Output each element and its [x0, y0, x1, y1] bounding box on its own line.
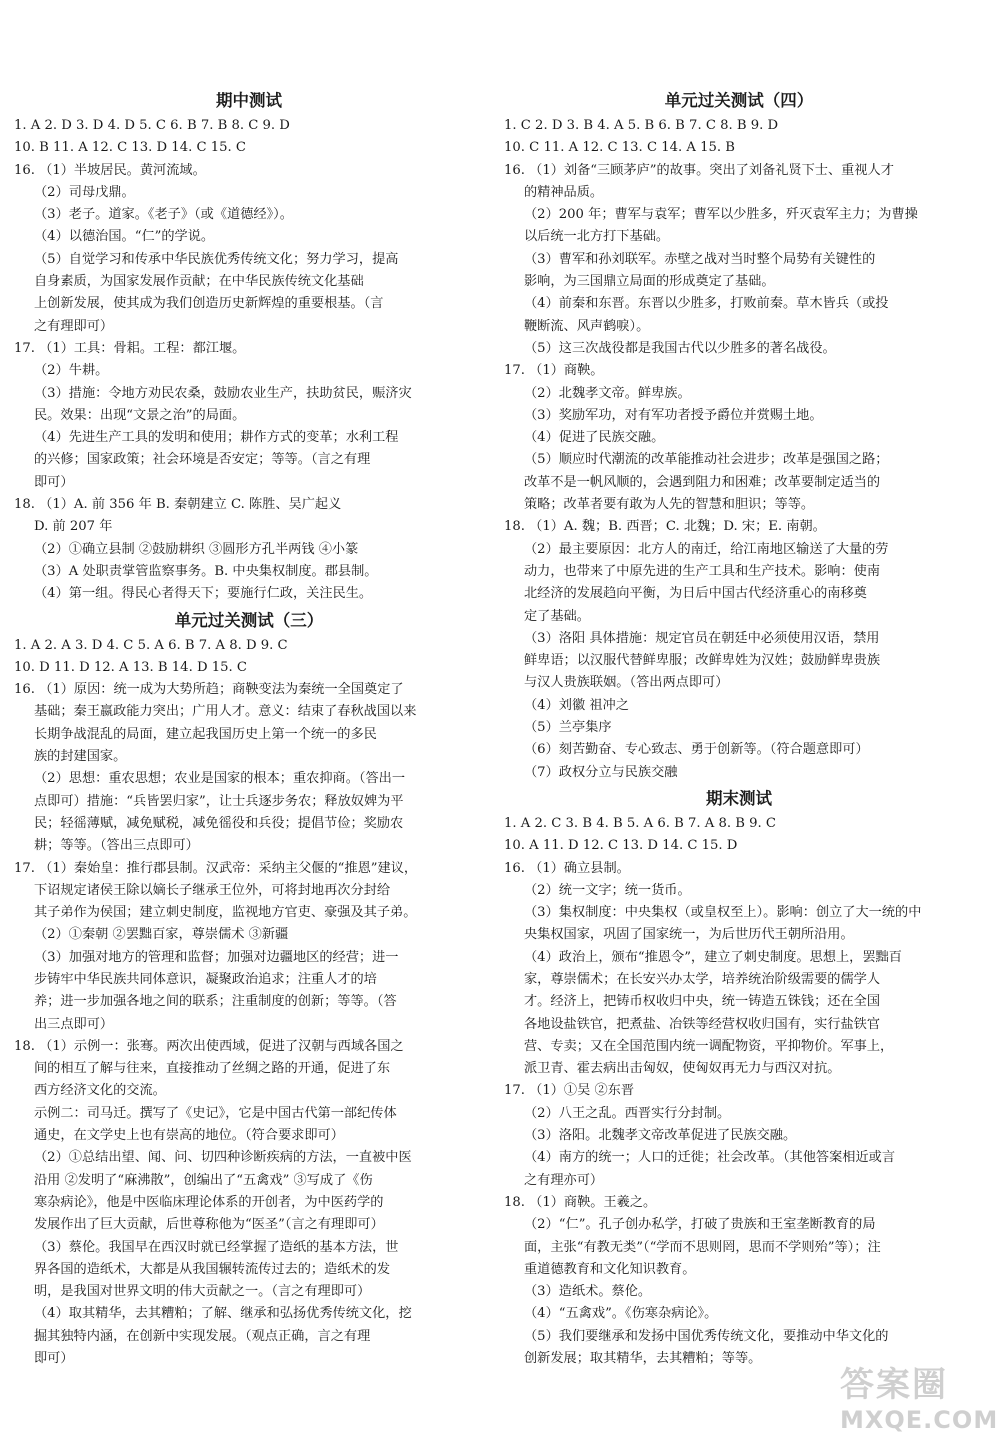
answer-line: （5）自觉学习和传承中华民族优秀传统文化；努力学习，提高	[34, 251, 399, 267]
section-title: 单元过关测试（三）	[174, 610, 324, 630]
answer-line: 步铸牢中华民族共同体意识，凝聚政治追求；注重人才的培	[34, 971, 377, 987]
answer-line: （3）蔡伦。我国早在西汉时就已经掌握了造纸的基本方法，世	[34, 1239, 399, 1255]
answer-line: （4）前秦和东晋。东晋以少胜多，打败前秦。草木皆兵（或投	[524, 296, 889, 312]
watermark-text: 答案圈	[840, 1365, 948, 1405]
answer-line: （2）司母戊鼎。	[34, 184, 135, 200]
answer-line: 与汉人贵族联姻。（答出两点即可）	[524, 675, 729, 691]
answer-line: （6）刻苦勤奋、专心致志、勇于创新等。（符合题意即可）	[524, 742, 869, 758]
answer-line: 10. A 11. D 12. C 13. D 14. C 15. D	[504, 838, 738, 854]
answer-line: 18. （1）A. 前 356 年 B. 秦朝建立 C. 陈胜、吴广起义	[14, 497, 342, 513]
answer-line: 掘其独特内涵，在创新中实现发展。（观点正确，言之有理	[34, 1328, 371, 1344]
answer-line: （2）①确立县制 ②鼓励耕织 ③圆形方孔半两钱 ④小篆	[34, 541, 359, 557]
answer-line: 16. （1）确立县制。	[504, 860, 630, 876]
answer-line: 影响，为三国鼎立局面的形成奠定了基础。	[524, 274, 775, 290]
answer-line: 家，尊崇儒术；在长安兴办太学，培养统治阶级需要的儒学人	[524, 971, 881, 987]
answer-line: 1. A 2. D 3. D 4. D 5. C 6. B 7. B 8. C 9. D	[14, 118, 290, 133]
answer-line: （5）顺应时代潮流的改革能推动社会进步；改革是强国之路；	[524, 452, 889, 468]
answer-line: （3）曹军和孙刘联军。赤壁之战对当时整个局势有关键性的	[524, 251, 876, 267]
answer-line: （4）“五禽戏”。《伤寒杂病论》。	[524, 1306, 718, 1322]
answer-line: 之有理即可）	[34, 318, 114, 334]
answer-line: 寒杂病论》，他是中医临床理论体系的开创者，为中医药学的	[34, 1194, 384, 1210]
answer-line: 才。经济上，把铸币权收归中央，统一铸造五铢钱；还在全国	[524, 994, 881, 1010]
answer-line: 10. B 11. A 12. C 13. D 14. C 15. C	[14, 140, 247, 156]
answer-line: （3）加强对地方的管理和监督；加强对边疆地区的经营；进一	[34, 949, 399, 965]
answer-line: 沿用 ②发明了“麻沸散”，创编出了“五禽戏” ③写成了《伤	[34, 1172, 373, 1188]
answer-line: （3）洛阳。北魏孝文帝改革促进了民族交融。	[524, 1128, 797, 1144]
answer-line: 民；轻徭薄赋，减免赋税，减免徭役和兵役；提倡节俭；奖励农	[34, 815, 404, 831]
answer-line: （2）①总结出望、闻、问、切四种诊断疾病的方法，一直被中医	[34, 1150, 412, 1166]
answer-line: （3）奖励军功，对有军功者授予爵位并赏赐土地。	[524, 407, 823, 423]
answer-line: 以后统一北方打下基础。	[524, 229, 670, 245]
answer-line: 鲜卑语；以汉服代替鲜卑服；改鲜卑姓为汉姓；鼓励鲜卑贵族	[524, 653, 881, 669]
answer-line: （4）刘徽 祖冲之	[524, 697, 629, 713]
answer-line: 通史，在文学史上也有崇高的地位。（符合要求即可）	[34, 1128, 344, 1144]
answer-line: 16. （1）刘备“三顾茅庐”的故事。突出了刘备礼贤下士、重视人才	[504, 162, 894, 178]
answer-line: 上创新发展，使其成为我们创造历史新辉煌的重要根基。（言	[34, 296, 384, 312]
answer-line: （3）A 处职责掌管监察事务。B. 中央集权制度。郡县制。	[34, 563, 378, 579]
answer-line: 16. （1）原因：统一成为大势所趋；商鞅变法为秦统一全国奠定了	[14, 682, 404, 698]
section-final-test	[504, 784, 974, 1370]
answer-lines	[504, 115, 974, 784]
answer-line: 重道德教育和文化知识教育。	[524, 1261, 696, 1277]
answer-line: 18. （1）A. 魏；B. 西晋；C. 北魏；D. 宋；E. 南朝。	[504, 519, 826, 535]
answer-line: （3）造纸术。蔡伦。	[524, 1284, 652, 1300]
answer-line: 点即可）措施：“兵皆罢归家”，让士兵逐步务农；释放奴婢为平	[34, 793, 404, 809]
answer-line: （2）最主要原因：北方人的南迁，给江南地区输送了大量的劳	[524, 541, 889, 557]
answer-line: （2）北魏孝文帝。鲜卑族。	[524, 385, 691, 401]
answer-line: 10. C 11. A 12. C 13. C 14. A 15. B	[504, 140, 735, 156]
answer-line: 长期争战混乱的局面，建立起我国历史上第一个统一的多民	[34, 726, 377, 742]
answer-line: （4）先进生产工具的发明和使用；耕作方式的变革；水利工程	[34, 430, 399, 446]
answer-lines	[14, 115, 484, 606]
section-unit-test-3	[14, 606, 484, 1371]
answer-line: 耕；等等。（答出三点即可）	[34, 838, 199, 854]
answer-line: 养；进一步加强各地之间的联系；注重制度的创新；等等。（答	[34, 994, 397, 1010]
answer-line: 1. A 2. A 3. D 4. C 5. A 6. B 7. A 8. D 9. C	[14, 637, 288, 653]
answer-line: 派卫青、霍去病出击匈奴，使匈奴再无力与西汉对抗。	[524, 1061, 841, 1077]
answer-line: （2）“仁”。孔子创办私学，打破了贵族和王室垄断教育的局	[524, 1217, 876, 1233]
answer-line: （3）集权制度：中央集权（或皇权至上）。影响：创立了大一统的中	[524, 905, 922, 921]
answer-line: 营、专卖；又在全国范围内统一调配物资，平抑物价。军事上，	[524, 1038, 894, 1054]
answer-line: （2）统一文字；统一货币。	[524, 882, 691, 898]
answer-line: 即可）	[34, 474, 74, 490]
answer-line: （5）这三次战役都是我国古代以少胜多的著名战役。	[524, 340, 836, 356]
answer-line: 央集权国家，巩固了国家统一，为后世历代王朝所沿用。	[524, 927, 854, 943]
answer-line: （4）第一组。得民心者得天下；要施行仁政，关注民生。	[34, 586, 373, 602]
answer-line: （4）促进了民族交融。	[524, 430, 665, 446]
answer-line: （4）以德治国。“仁”的学说。	[34, 229, 215, 245]
answer-line: （2）①秦朝 ②罢黜百家，尊崇儒术 ③新疆	[34, 927, 289, 943]
section-title: 期中测试	[216, 91, 282, 110]
answer-line: 基础；秦王嬴政能力突出；广用人才。意义：结束了春秋战国以来	[34, 704, 417, 720]
answer-line: （4）南方的统一；人口的迁徙；社会改革。（其他答案相近或言	[524, 1150, 896, 1166]
answer-line: （2）200 年；曹军与袁军；曹军以少胜多，歼灭袁军主力；为曹操	[524, 207, 918, 223]
answer-line: （3）措施：令地方劝民农桑，鼓励农业生产，扶助贫民，赈济灾	[34, 385, 412, 401]
answer-line: 间的相互了解与往来，直接推动了丝绸之路的开通，促进了东	[34, 1061, 391, 1077]
answer-lines	[14, 635, 484, 1371]
answer-lines	[504, 813, 974, 1370]
answer-line: 17. （1）秦始皇：推行郡县制。汉武帝：采纳主父偃的“推恩”建议，	[14, 860, 418, 876]
answer-line: 其子弟作为侯国；建立刺史制度，监视地方官吏、豪强及其子弟。	[34, 905, 417, 921]
answer-line: 17. （1）商鞅。	[504, 363, 604, 379]
watermark-url: MXQE.COM	[840, 1406, 999, 1434]
answer-line: 10. D 11. D 12. A 13. B 14. D 15. C	[14, 659, 247, 675]
answer-line: （2）思想：重农思想；农业是国家的根本；重农抑商。（答出一	[34, 771, 406, 787]
answer-line: 改革不是一帆风顺的，会遇到阻力和困难；改革要制定适当的	[524, 474, 881, 490]
answer-line: 界各国的造纸术，大都是从我国辗转流传过去的；造纸术的发	[34, 1261, 391, 1277]
answer-line: 面，主张“有教无类”（“学而不思则罔，思而不学则殆”等）；注	[524, 1239, 881, 1255]
answer-line: 各地设盐铁官，把煮盐、冶铁等经营权收归国有，实行盐铁官	[524, 1016, 881, 1032]
answer-line: （3）洛阳 具体措施：规定官员在朝廷中必须使用汉语，禁用	[524, 630, 880, 646]
answer-line: 1. A 2. C 3. B 4. B 5. A 6. B 7. A 8. B 9. C	[504, 815, 777, 831]
answer-line: 下诏规定诸侯王除以嫡长子继承王位外，可将封地再次分封给	[34, 882, 391, 898]
answer-line: 策略；改革者要有敢为人先的智慧和胆识；等等。	[524, 497, 815, 513]
answer-line: 的兴修；国家政策；社会环境是否安定；等等。（言之有理	[34, 452, 371, 468]
answer-line: 族的封建国家。	[34, 749, 127, 765]
answer-line: 定了基础。	[524, 608, 590, 624]
answer-line: （7）政权分立与民族交融	[524, 764, 678, 780]
section-title: 单元过关测试（四）	[664, 91, 814, 110]
answer-line: 创新发展；取其精华，去其糟粕；等等。	[524, 1351, 762, 1367]
answer-line: 17. （1）工具：骨耜。工程：都江堰。	[14, 340, 246, 356]
watermark-logo	[840, 1365, 999, 1447]
answer-line: （2）八王之乱。西晋实行分封制。	[524, 1105, 731, 1121]
answer-line: （5）兰亭集序	[524, 720, 612, 736]
answer-line: 发展作出了巨大贡献，后世尊称他为“医圣”（言之有理即可）	[34, 1217, 384, 1233]
section-title: 期末测试	[706, 788, 772, 808]
section-midterm-test	[14, 86, 484, 606]
answer-line: 示例二：司马迁。撰写了《史记》，它是中国古代第一部纪传体	[34, 1105, 397, 1121]
answer-line: （3）老子。道家。《老子》（或《道德经》）。	[34, 207, 293, 223]
answer-line: 即可）	[34, 1351, 74, 1367]
answer-line: 18. （1）商鞅。王羲之。	[504, 1194, 657, 1210]
answer-line: 鞭断流、风声鹤唳）。	[524, 318, 650, 334]
answer-line: （4）政治上，颁布“推恩令”，建立了刺史制度。思想上，罢黜百	[524, 949, 902, 965]
section-unit-test-4	[504, 86, 974, 784]
answer-line: （2）牛耕。	[34, 363, 109, 379]
answer-line: 西方经济文化的交流。	[34, 1083, 166, 1099]
answer-line: 北经济的发展趋向平衡，为日后中国古代经济重心的南移奠	[524, 586, 867, 602]
answer-line: 动力，也带来了中原先进的生产工具和生产技术。影响：使南	[524, 563, 881, 579]
answer-line: 17. （1）①吴 ②东晋	[504, 1083, 635, 1099]
answer-line: 18. （1）示例一：张骞。两次出使西域，促进了汉朝与西域各国之	[14, 1038, 404, 1054]
answer-line: （5）我们要继承和发扬中国优秀传统文化，要推动中华文化的	[524, 1328, 889, 1344]
answer-line: 明，是我国对世界文明的伟大贡献之一。（言之有理即可）	[34, 1284, 371, 1300]
answer-line: （4）取其精华，去其糟粕；了解、继承和弘扬优秀传统文化，挖	[34, 1306, 412, 1322]
answer-line: 之有理亦可）	[524, 1172, 604, 1188]
answer-line: 民。效果：出现“文景之治”的局面。	[34, 407, 246, 423]
right-column	[504, 86, 974, 1370]
answer-line: 1. C 2. D 3. B 4. A 5. B 6. B 7. C 8. B 9. D	[504, 118, 779, 133]
left-column	[14, 86, 484, 1370]
answer-line: 自身素质，为国家发展作贡献；在中华民族传统文化基础	[34, 274, 364, 290]
answer-line: D. 前 207 年	[34, 519, 113, 535]
answer-line: 出三点即可）	[34, 1016, 114, 1032]
answer-line: 的精神品质。	[524, 184, 604, 200]
answer-line: 16. （1）半坡居民。黄河流域。	[14, 162, 206, 178]
